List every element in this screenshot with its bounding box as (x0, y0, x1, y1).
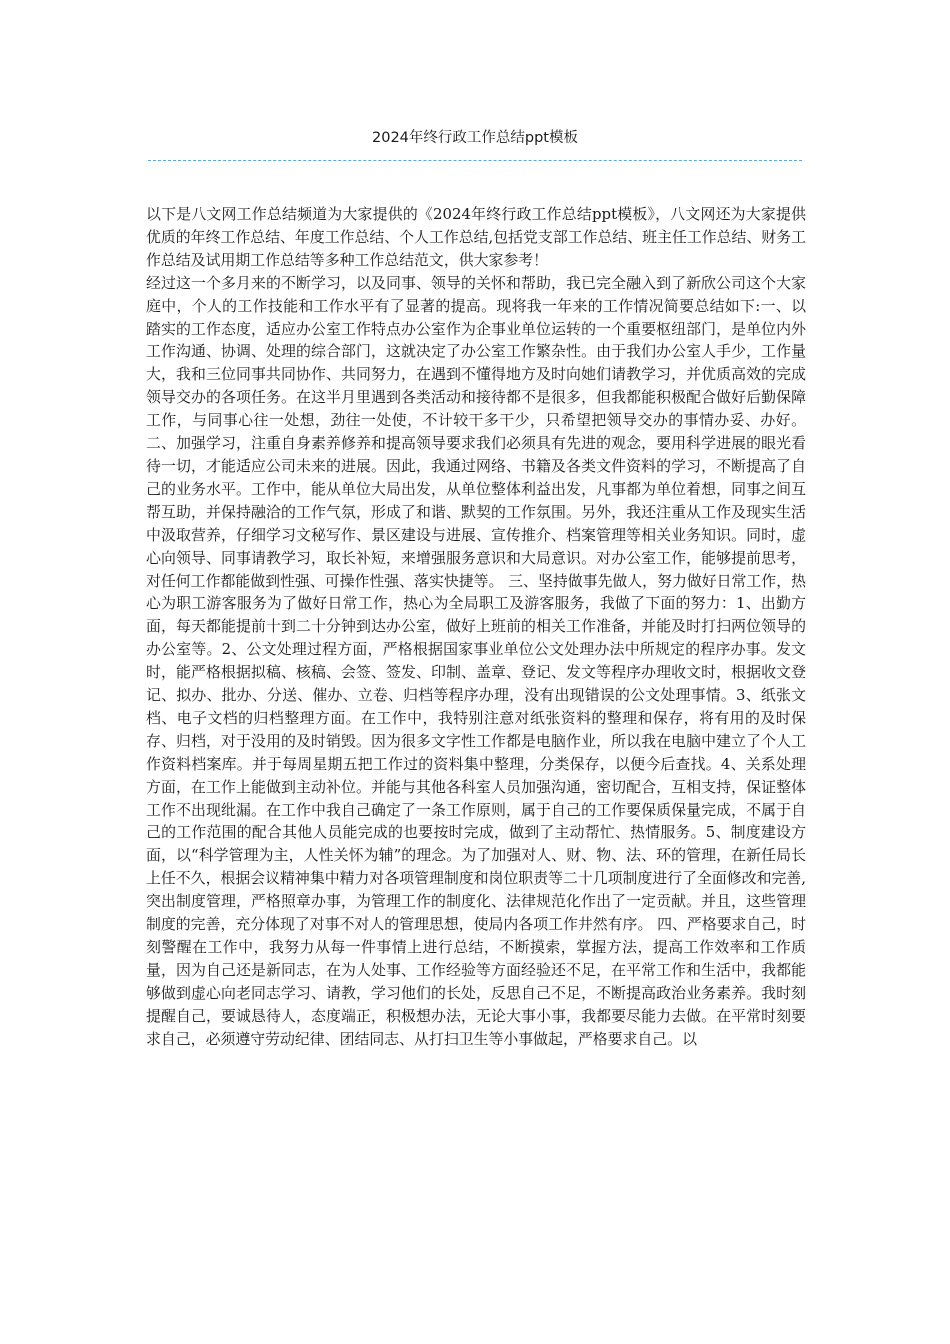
document-title: 2024年终行政工作总结ppt模板 (372, 130, 578, 146)
title-divider (148, 160, 802, 161)
document-body (146, 203, 806, 1051)
body-paragraph: 经过这一个多月来的不断学习，以及同事、领导的关怀和帮助，我已完全融入到了新欣公司这个大家庭中，个人的工作技能和工作水平有了显著的提高。现将我一年来的工作情况简要总结如下:一、以踏实的工作态度，适应办公室工作特点办公室作为企事业单位运转的一个重要枢纽部门，是单位内外工作沟通、协调、处理的综合部门，这就决定了办公室工作繁杂性。由于我们办公室人手少，工作量大，我和三位同事共同协作、共同努力，在遇到不懂得地方及时向她们请教学习，并优质高效的完成领导交办的各项任务。在这半月里遇到各类活动和接待都不是很多，但我都能积极配合做好后勤保障工作，与同事心往一处想，劲往一处使，不计较干多干少，只希望把领导交办的事情办妥、办好。 二、加强学习，注重自身素养修养和提高领导要求我们必须具有先进的观念，要用科学进展的眼光看待一切，才能适应公司未来的进展。因此，我通过网络、书籍及各类文件资料的学习，不断提高了自己的业务水平。工作中，能从单位大局出发，从单位整体利益出发，凡事都为单位着想，同事之间互帮互助，并保持融洽的工作气氛，形成了和谐、默契的工作氛围。另外，我还注重从工作及现实生活中汲取营养，仔细学习文秘写作、景区建设与进展、宣传推介、档案管理等相关业务知识。同时，虚心向领导、同事请教学习，取长补短，来增强服务意识和大局意识。对办公室工作，能够提前思考，对任何工作都能做到性强、可操作性强、落实快捷等。 三、坚持做事先做人，努力做好日常工作，热心为职工游客服务为了做好日常工作，热心为全局职工及游客服务，我做了下面的努力：1、出勤方面，每天都能提前十到二十分钟到达办公室，做好上班前的相关工作准备，并能及时打扫两位领导的办公室等。2、公文处理过程方面，严格根据国家事业单位公文处理办法中所规定的程序办事。发文时，能严格根据拟稿、核稿、会签、签发、印制、盖章、登记、发文等程序办理收文时，根据收文登记、拟办、批办、分送、催办、立卷、归档等程序办理，没有出现错误的公文处理事情。3、纸张文档、电子文档的归档整理方面。在工作中，我特别注意对纸张资料的整理和保存，将有用的及时保存、归档，对于没用的及时销毁。因为很多文字性工作都是电脑作业，所以我在电脑中建立了个人工作资料档案库。并于每周星期五把工作过的资料集中整理，分类保存，以便今后查找。4、关系处理方面，在工作上能做到主动补位。并能与其他各科室人员加强沟通，密切配合，互相支持，保证整体工作不出现纰漏。在工作中我自己确定了一条工作原则，属于自己的工作要保质保量完成，不属于自己的工作范围的配合其他人员能完成的也要按时完成，做到了主动帮忙、热情服务。5、制度建设方面，以“科学管理为主，人性关怀为辅”的理念。为了加强对人、财、物、法、环的管理，在新任局长上任不久，根据会议精神集中精力对各项管理制度和岗位职责等二十几项制度进行了全面修改和完善,突出制度管理，严格照章办事，为管理工作的制度化、法律规范化作出了一定贡献。并且，这些管理制度的完善，充分体现了对事不对人的管理思想，使局内各项工作井然有序。 四、严格要求自己，时刻警醒在工作中，我努力从每一件事情上进行总结，不断摸索，掌握方法，提高工作效率和工作质量，因为自己还是新同志，在为人处事、工作经验等方面经验还不足，在平常工作和生活中，我都能够做到虚心向老同志学习、请教，学习他们的长处，反思自己不足，不断提高政治业务素养。我时刻提醒自己，要诚恳待人，态度端正，积极想办法，无论大事小事，我都要尽能力去做。在平常时刻要求自己，必须遵守劳动纪律、团结同志、从打扫卫生等小事做起，严格要求自己。以 (146, 273, 806, 1048)
intro-paragraph: 以下是八文网工作总结频道为大家提供的《2024年终行政工作总结ppt模板》，八文网还为大家提供优质的年终工作总结、年度工作总结、个人工作总结,包括党支部工作总结、班主任工作总结、财务工作总结及试用期工作总结等多种工作总结范文，供大家参考！ (146, 205, 806, 269)
